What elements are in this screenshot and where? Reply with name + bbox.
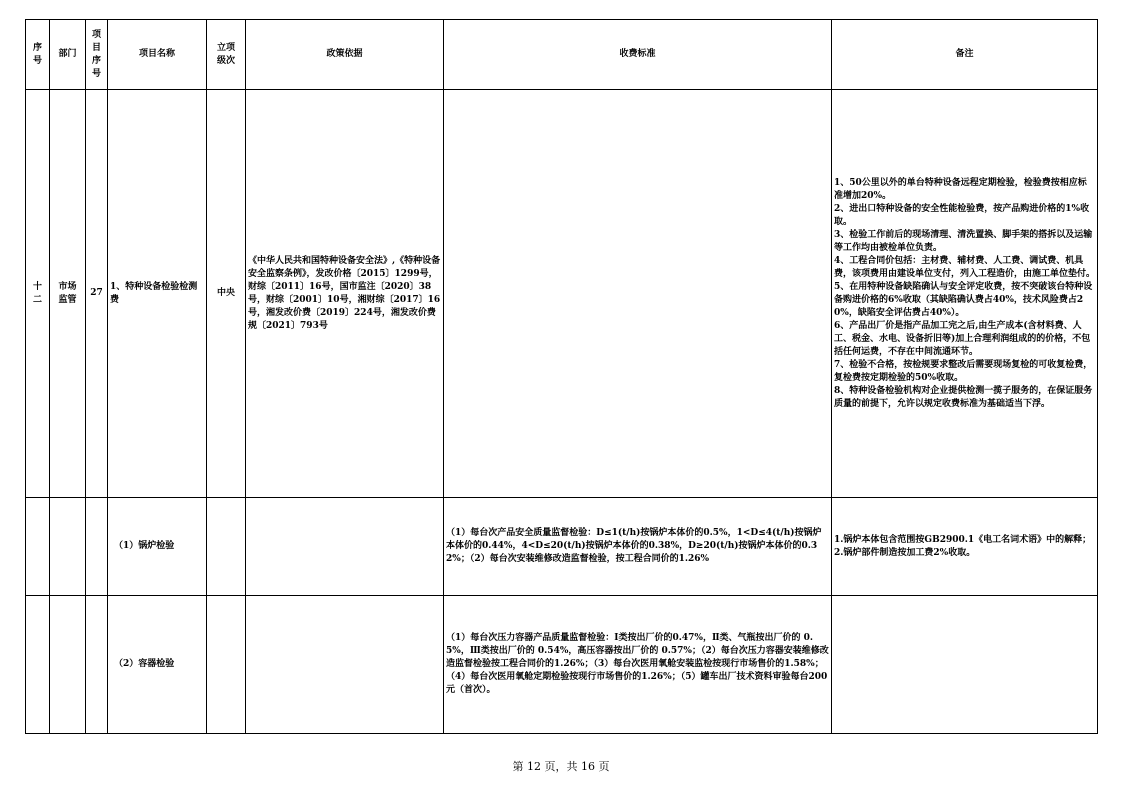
row-seq	[26, 596, 50, 734]
row-item-name: 1、特种设备检验检测费	[108, 90, 207, 498]
row-item-seq	[86, 596, 108, 734]
row-level	[207, 498, 246, 596]
row-remarks	[832, 596, 1098, 734]
row-remarks: 1.锅炉本体包含范围按GB2900.1《电工名词术语》中的解释；2.锅炉部件制造按加工费2%收取。	[832, 498, 1098, 596]
table-row	[26, 90, 1098, 498]
page-footer: 第 12 页，共 16 页	[512, 760, 610, 773]
header-seq: 序号	[26, 20, 50, 90]
row-remarks: 1、50公里以外的单台特种设备远程定期检验，检验费按相应标准增加20%。 2、进出口特种设备的安全性能检验费，按产品购进价格的1%收取。 3、检验工作前后的现场清理、清洗置换、脚手架的搭拆以及运输等工作均由被检单位负责。 4、工程合同价包括：主材费、辅材费、人工费、调试费、机具费，该项费用由建设单位支付，列入工程造价，由施工单位垫付。 5、在用特种设备缺陷确认与安全评定收费，按不突破该台特种设备购进价格的6%收取（其缺陷确认费占40%，技术风险费占20%，缺陷安全评估费占40%）。 6、产品出厂价是指产品加工完之后,由生产成本(含材料费、人工、税金、水电、设备折旧等)加上合理利润组成的的价格，不包括任何运费，不存在中间流通环节。 7、检验不合格，按检规要求整改后需要现场复检的可收复检费，复检费按定期检验的50%收取。 8、特种设备检验机构对企业提供检测一揽子服务的，在保证服务质量的前提下，允许以规定收费标准为基础适当下浮。	[832, 90, 1098, 498]
row-level: 中央	[207, 90, 246, 498]
row-dept: 市场监管	[50, 90, 86, 498]
row-item-seq: 27	[86, 90, 108, 498]
row-standard	[444, 90, 832, 498]
fee-table	[25, 19, 1098, 734]
row-item-name: （1）锅炉检验	[108, 498, 207, 596]
row-standard: （1）每台次产品安全质量监督检验：D≤1(t/h)按锅炉本体价的0.5%，1<D≤4(t/h)按锅炉本体价的0.44%，4<D≤20(t/h)按锅炉本体价的0.38%，D≥20(t/h)按锅炉本体价的0.32%；（2）每台次安装维修改造监督检验，按工程合同价的1.26%	[444, 498, 832, 596]
row-standard: （1）每台次压力容器产品质量监督检验：Ⅰ类按出厂价的0.47%，Ⅱ类、气瓶按出厂价的 0.5%，Ⅲ类按出厂价的 0.54%，高压容器按出厂价的 0.57%；（2）每台次压力容器安装维修改造监督检验按工程合同价的1.26%；（3）每台次医用氧舱安装监检按现行市场售价的1.58%；（4）每台次医用氧舱定期检验按现行市场售价的1.26%；（5）罐车出厂技术资料审验每台200元（首次）。	[444, 596, 832, 734]
header-standard: 收费标准	[444, 20, 832, 90]
header-dept: 部门	[50, 20, 86, 90]
header-item-seq: 项目序号	[86, 20, 108, 90]
table-row	[26, 596, 1098, 734]
row-item-seq	[86, 498, 108, 596]
row-policy	[246, 498, 444, 596]
row-dept	[50, 596, 86, 734]
row-seq	[26, 498, 50, 596]
row-dept	[50, 498, 86, 596]
header-row	[26, 20, 1098, 90]
row-item-name: （2）容器检验	[108, 596, 207, 734]
header-remarks: 备注	[832, 20, 1098, 90]
header-item-name: 项目名称	[108, 20, 207, 90]
table-row	[26, 498, 1098, 596]
row-seq: 十二	[26, 90, 50, 498]
header-level: 立项级次	[207, 20, 246, 90]
header-policy: 政策依据	[246, 20, 444, 90]
row-policy: 《中华人民共和国特种设备安全法》,《特种设备安全监察条例》，发改价格〔2015〕1299号，财综〔2011〕16号，国市监注〔2020〕38号，财综〔2001〕10号，湘财综〔2017〕16号，湘发改价费〔2019〕224号，湘发改价费规〔2021〕793号	[246, 90, 444, 498]
row-level	[207, 596, 246, 734]
row-policy	[246, 596, 444, 734]
